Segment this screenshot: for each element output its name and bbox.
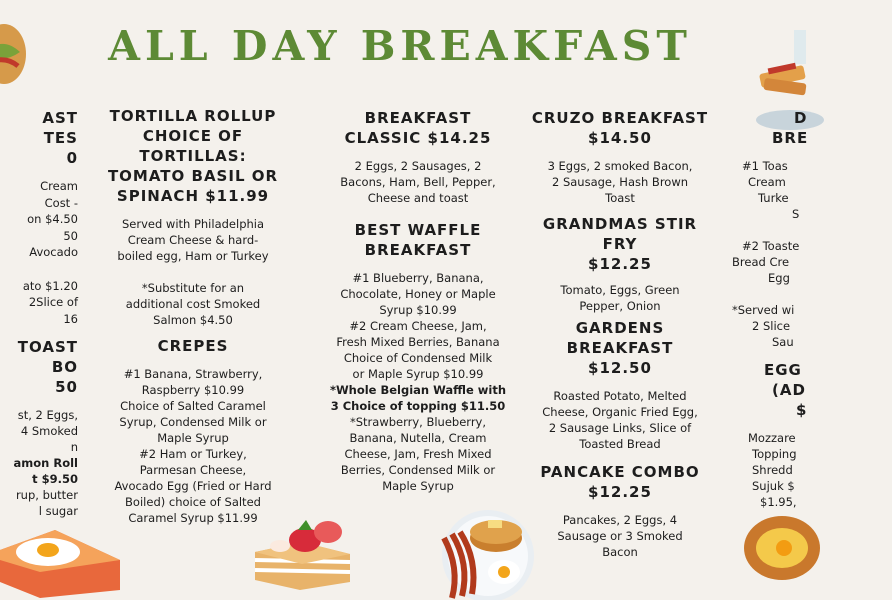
section-description: 2 Eggs, 2 Sausages, 2 Bacons, Ham, Bell, Pepper, Cheese and toast: [340, 159, 496, 205]
section-description: #1 Banana, Strawberry, Raspberry $10.99 Choice of Salted Caramel Syrup, Condensed Milk or Maple Syrup #2 Ham or Turkey, Parmesan Cheese, Avocado Egg (Fried or Hard Boiled) choice of Salted Caramel Syrup $11.99: [114, 367, 272, 525]
khachapuri-icon: [740, 508, 800, 588]
section-description: #1 Blueberry, Banana, Chocolate, Honey or Maple Syrup $10.99 #2 Cream Cheese, Jam, Fresh Mixed Berries, Banana Choice of Condensed Milk or Maple Syrup $10.99 *Whole Belgian Waffle with 3 Choice of topping $11.50 *Strawberry, Blueberry, Banana, Nutella, Cream Cheese, Jam, Fresh Mixed Berries, Condensed Milk or Maple Syrup: [329, 271, 507, 493]
section-heading: TORTILLA ROLLUP CHOICE OF TORTILLAS: TOMATO BASIL OR SPINACH $11.99: [107, 107, 279, 205]
section-description: Mozzare Topping Shredd Sujuk $ $1.95,: [748, 431, 797, 509]
section-description: Served with Philadelphia Cream Cheese & hard- boiled egg, Ham or Turkey *Substitute for an additional cost Smoked Salmon $4.50: [117, 217, 269, 327]
page-title: ALL DAY BREAKFAST: [108, 22, 692, 70]
section-heading: AST TES 0: [42, 109, 78, 167]
section-heading: PANCAKE COMBO $12.25: [540, 463, 700, 501]
menu-section-tortilla: [88, 106, 298, 328]
menu-section-grandma: [518, 214, 722, 314]
menu-section-classic: [318, 108, 518, 206]
menu-section-gardens: [518, 318, 722, 452]
menu-section-pancake: [518, 462, 722, 560]
section-heading: BREAKFAST CLASSIC $14.25: [344, 109, 492, 147]
menu-section-cruzo: [518, 108, 722, 206]
section-description: st, 2 Eggs, 4 Smoked n amon Roll t $9.50 rup, butter l sugar: [13, 408, 78, 519]
section-heading: D BRE: [772, 109, 809, 147]
section-description: #1 Toas Cream Turke S #2 Toaste Bread Cre Egg *Served wi 2 Slice Sau: [732, 159, 800, 349]
menu-section-waffle: [318, 220, 518, 494]
sandwich-icon: [0, 18, 28, 88]
section-description: Roasted Potato, Melted Cheese, Organic Fried Egg, 2 Sausage Links, Slice of Toasted Bread: [542, 389, 698, 451]
section-heading: CREPES: [157, 337, 229, 355]
menu-section-crepes: [88, 336, 298, 526]
toast-stack-icon: [750, 40, 800, 100]
section-description: Cream Cost - on $4.50 50 Avocado ato $1.20 2Slice of 16: [22, 179, 78, 326]
section-description: Pancakes, 2 Eggs, 4 Sausage or 3 Smoked Bacon: [557, 513, 683, 559]
section-heading: CRUZO BREAKFAST $14.50: [531, 109, 709, 147]
section-description: 3 Eggs, 2 smoked Bacon, 2 Sausage, Hash Brown Toast: [547, 159, 693, 205]
section-description: Tomato, Eggs, Green Pepper, Onion: [560, 283, 680, 313]
section-heading: EGG (AD $: [764, 361, 808, 419]
toast-egg-icon: [0, 520, 125, 600]
section-heading: GARDENS BREAKFAST $12.50: [566, 319, 674, 377]
menu-section-right-partial: [722, 108, 809, 510]
menu-section-left-partial: [0, 108, 78, 519]
section-heading: TOAST BO 50: [17, 338, 78, 397]
section-heading: GRANDMAS STIR FRY $12.25: [542, 215, 698, 273]
section-heading: BEST WAFFLE BREAKFAST: [354, 221, 482, 259]
